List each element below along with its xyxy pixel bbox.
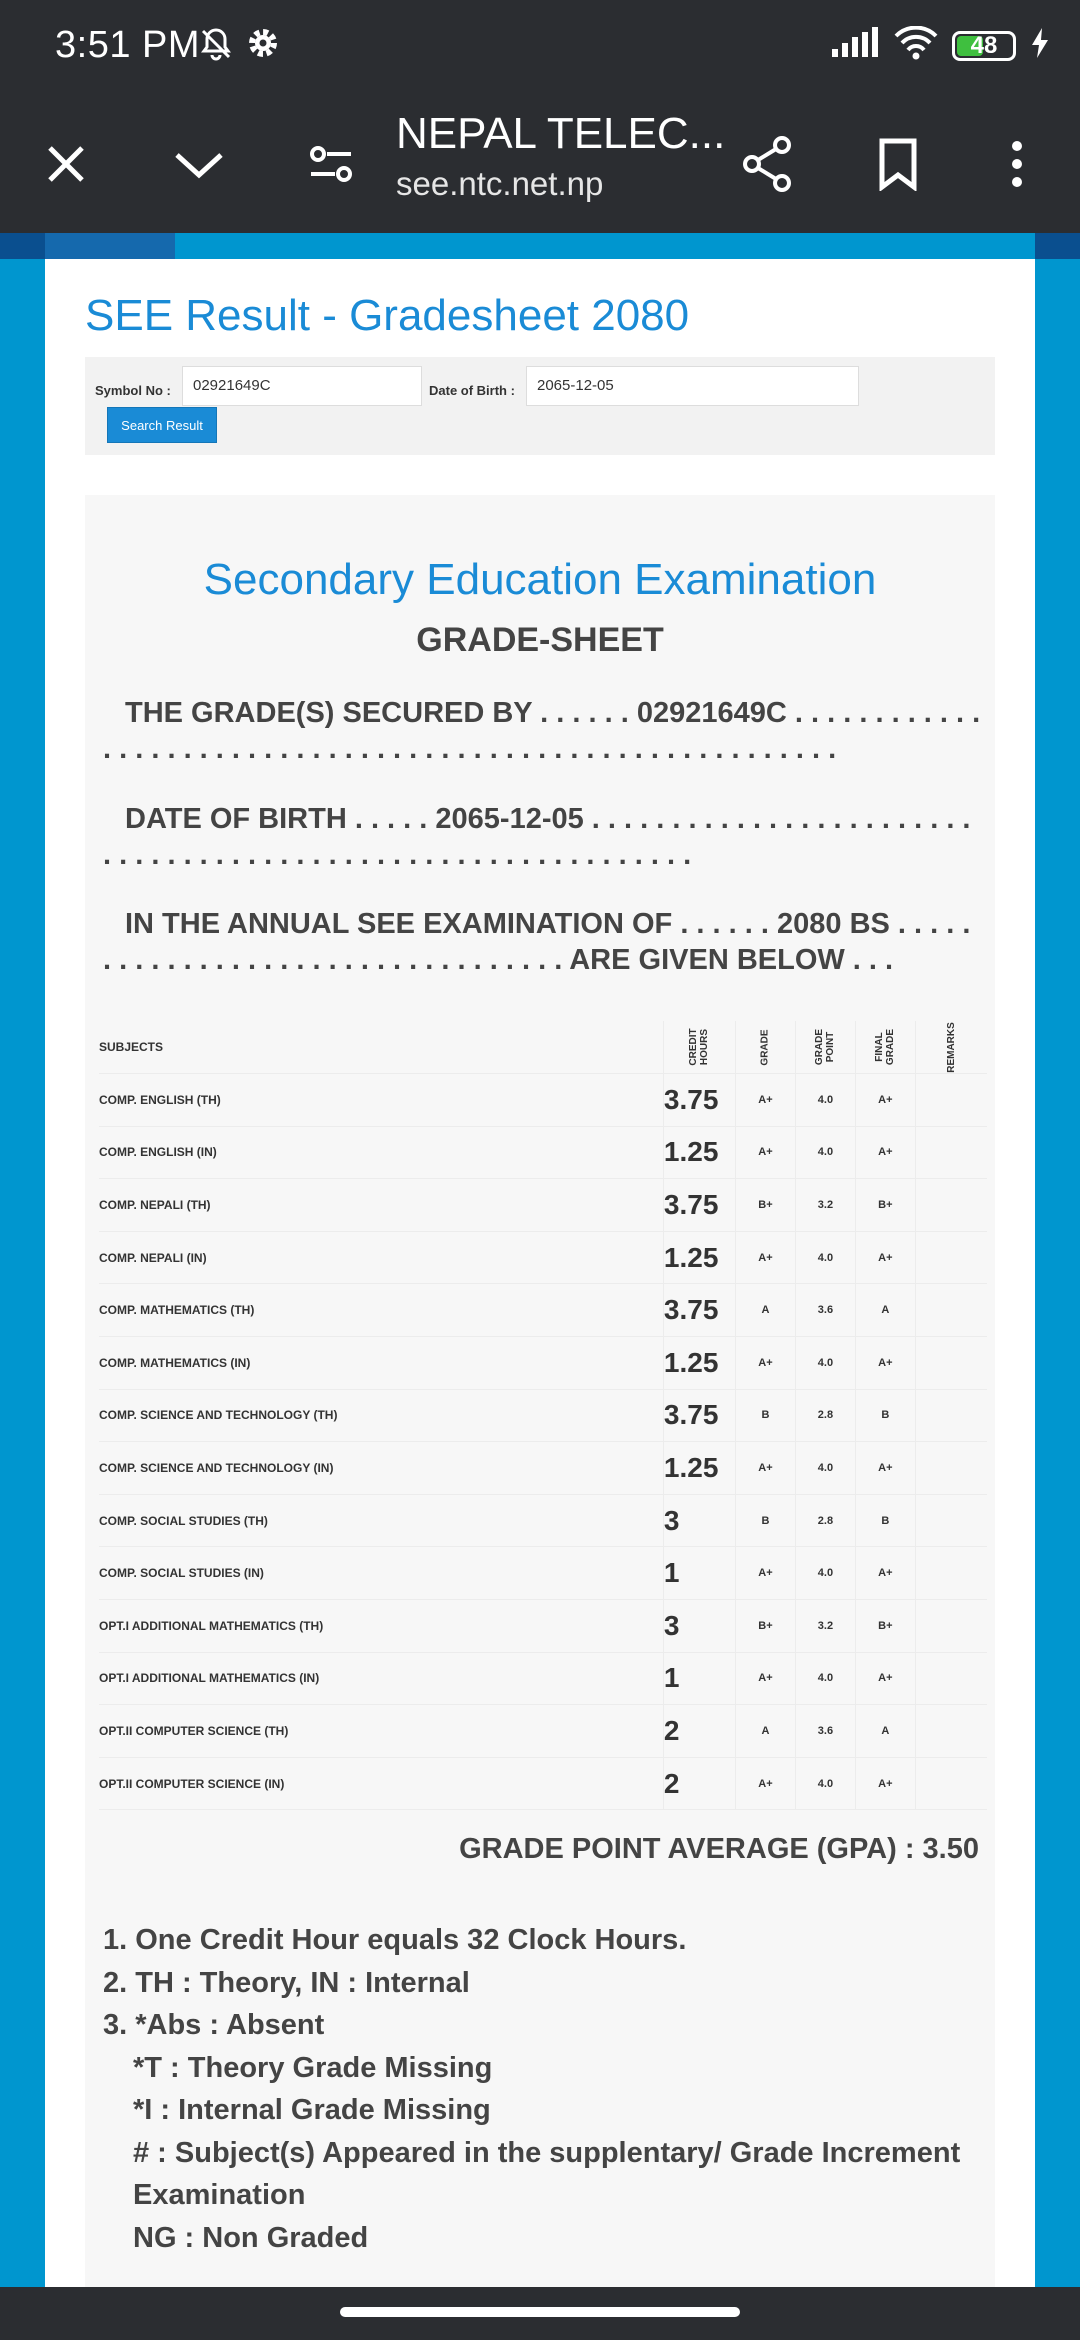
grade-point-cell: 4.0 [795,1336,855,1389]
credit-header-text: CREDIT HOURS [688,1028,711,1066]
credit-hours-cell: 1.25 [663,1231,735,1284]
credit-hours-cell: 3.75 [663,1179,735,1232]
wifi-icon [894,26,938,65]
remarks-cell [915,1757,987,1810]
credit-hours-cell: 2 [663,1705,735,1758]
final-grade-cell: A [855,1705,915,1758]
col-grade-point [795,1021,855,1074]
share-icon[interactable] [728,125,806,203]
final-grade-cell: B+ [855,1599,915,1652]
table-row [99,1126,987,1179]
gpa-text: GRADE POINT AVERAGE (GPA) : 3.50 [459,1833,979,1865]
exam-year-line [103,906,983,978]
settings-icon [246,26,280,67]
col-credit-hours [663,1021,735,1074]
grade-cell: A [736,1284,796,1337]
table-row [99,1231,987,1284]
table-row [99,1336,987,1389]
table-row [99,1547,987,1600]
dob-line [103,801,983,873]
credit-hours-cell: 3.75 [663,1074,735,1127]
note-item: 2. TH : Theory, IN : Internal [103,1966,470,1999]
grade-cell: A+ [736,1547,796,1600]
grade-point-cell: 2.8 [795,1494,855,1547]
battery-icon [952,31,1016,61]
note-item [103,2132,983,2217]
page-title: SEE Result - Gradesheet 2080 [85,291,690,340]
grade-point-cell: 4.0 [795,1126,855,1179]
note-text: # : Subject(s) Appeared in the supplentary/ Grade Increment Examination [133,2136,961,2211]
final-grade-cell: A+ [855,1074,915,1127]
remarks-cell [915,1547,987,1600]
final-grade-cell: B [855,1494,915,1547]
table-row [99,1705,987,1758]
credit-hours-cell: 1.25 [663,1442,735,1495]
table-row [99,1284,987,1337]
subject-cell: COMP. MATHEMATICS (IN) [99,1336,663,1389]
note-item: *I : Internal Grade Missing [133,2094,491,2126]
grade-point-cell: 4.0 [795,1442,855,1495]
remarks-cell [915,1494,987,1547]
tab-title: NEPAL TELEC... [396,109,726,158]
subject-cell: COMP. SCIENCE AND TECHNOLOGY (TH) [99,1389,663,1442]
charging-icon [1030,27,1050,64]
subject-cell: COMP. SOCIAL STUDIES (TH) [99,1494,663,1547]
secured-by-line [103,695,983,767]
credit-hours-cell: 1 [663,1547,735,1600]
dob-text: DATE OF BIRTH . . . . . 2065-12-05 . . . . . . . . . . . . . . . . . . . . . . . . . . . . . . . . . . . . . . . . . . . . . . . . . . . . . . . . . . . . . [103,803,971,871]
credit-hours-cell: 3.75 [663,1389,735,1442]
remarks-cell [915,1126,987,1179]
browser-toolbar [0,95,1080,233]
remarks-cell [915,1231,987,1284]
table-row [99,1599,987,1652]
grade-cell: B [736,1389,796,1442]
final-grade-cell: A+ [855,1126,915,1179]
signal-icon [830,27,880,64]
col-grade [736,1021,796,1074]
page-address[interactable] [396,109,726,203]
remarks-cell [915,1705,987,1758]
gradesheet-heading: GRADE-SHEET [416,621,664,659]
status-time: 3:51 PM [55,24,201,66]
subject-cell: COMP. ENGLISH (IN) [99,1126,663,1179]
grade-cell: A+ [736,1231,796,1284]
credit-hours-cell: 1.25 [663,1336,735,1389]
grade-point-cell: 3.6 [795,1705,855,1758]
mute-icon [198,26,234,67]
grade-point-cell: 4.0 [795,1231,855,1284]
subject-cell: COMP. NEPALI (IN) [99,1231,663,1284]
credit-hours-cell: 3 [663,1494,735,1547]
chevron-down-icon[interactable] [160,125,238,203]
grade-point-cell: 2.8 [795,1389,855,1442]
bookmark-icon[interactable] [859,125,937,203]
content-card [45,259,1035,2287]
grades-table [99,1021,987,1810]
final-grade-cell: A+ [855,1652,915,1705]
table-row [99,1074,987,1127]
grade-point-cell: 4.0 [795,1074,855,1127]
note-item: *T : Theory Grade Missing [133,2051,493,2084]
remarks-cell [915,1599,987,1652]
grade-point-cell: 4.0 [795,1757,855,1810]
home-gesture-bar[interactable] [340,2307,740,2317]
dob-input[interactable]: 2065-12-05 [526,366,859,406]
remarks-header-text: REMARKS [945,1021,957,1073]
url-text: see.ntc.net.np [396,165,604,202]
header-strip [0,233,1080,259]
remarks-cell [915,1652,987,1705]
table-row [99,1179,987,1232]
subject-cell: OPT.I ADDITIONAL MATHEMATICS (IN) [99,1652,663,1705]
note-item: 3. *Abs : Absent [103,2009,325,2041]
remarks-cell [915,1442,987,1495]
table-row [99,1442,987,1495]
grade-cell: A+ [736,1757,796,1810]
grade-point-cell: 3.2 [795,1599,855,1652]
table-row [99,1389,987,1442]
final-grade-cell: A+ [855,1757,915,1810]
col-subjects: SUBJECTS [99,1021,663,1074]
grade-sheet [85,495,995,2287]
battery-level: 48 [970,31,998,59]
remarks-cell [915,1284,987,1337]
subject-cell: COMP. MATHEMATICS (TH) [99,1284,663,1337]
grade-cell: A+ [736,1442,796,1495]
symbol-input[interactable]: 02921649C [182,366,422,406]
grade-point-cell: 4.0 [795,1547,855,1600]
subject-cell: OPT.II COMPUTER SCIENCE (IN) [99,1757,663,1810]
grade-cell: B+ [736,1599,796,1652]
remarks-cell [915,1336,987,1389]
grade-cell: B [736,1494,796,1547]
exam-year-text: IN THE ANNUAL SEE EXAMINATION OF . . . . . . 2080 BS . . . . . . . . . . . . . . . . . . . . . . . . . . . . . . . . . . ARE GIVEN BELOW . . . [103,908,971,976]
note-item: NG : Non Graded [133,2221,369,2254]
credit-hours-cell: 1.25 [663,1126,735,1179]
exam-heading: Secondary Education Examination [203,555,877,604]
grade-point-cell: 3.6 [795,1284,855,1337]
final-grade-cell: A+ [855,1547,915,1600]
table-row [99,1652,987,1705]
close-icon[interactable] [27,125,105,203]
grade-cell: A+ [736,1126,796,1179]
credit-hours-cell: 3 [663,1599,735,1652]
subject-cell: COMP. ENGLISH (TH) [99,1074,663,1127]
final-grade-cell: A+ [855,1231,915,1284]
table-header-row [99,1021,987,1074]
site-settings-icon[interactable] [292,125,370,203]
grade-point-cell: 4.0 [795,1652,855,1705]
grade-cell: A [736,1705,796,1758]
remarks-cell [915,1179,987,1232]
final-grade-cell: B+ [855,1179,915,1232]
col-remarks [915,1021,987,1074]
col-final-grade [855,1021,915,1074]
more-icon[interactable] [978,125,1056,203]
grade-cell: A+ [736,1074,796,1127]
dob-label: Date of Birth : [429,383,515,398]
subject-cell: COMP. SCIENCE AND TECHNOLOGY (IN) [99,1442,663,1495]
subject-cell: OPT.II COMPUTER SCIENCE (TH) [99,1705,663,1758]
grade-cell: A+ [736,1652,796,1705]
final-grade-cell: A [855,1284,915,1337]
grade-header-text: GRADE [759,1028,771,1066]
table-row [99,1757,987,1810]
note-item: 1. One Credit Hour equals 32 Clock Hours. [103,1924,687,1956]
table-row [99,1494,987,1547]
subject-cell: COMP. NEPALI (TH) [99,1179,663,1232]
grade-cell: A+ [736,1336,796,1389]
final-grade-cell: B [855,1389,915,1442]
remarks-cell [915,1389,987,1442]
symbol-label: Symbol No : [95,383,171,398]
search-result-button[interactable]: Search Result [107,407,217,443]
gp-header-text: GRADE POINT [814,1028,837,1066]
credit-hours-cell: 1 [663,1652,735,1705]
status-bar [0,0,1080,95]
final-header-text: FINAL GRADE [874,1028,897,1066]
credit-hours-cell: 3.75 [663,1284,735,1337]
final-grade-cell: A+ [855,1336,915,1389]
secured-by-text: THE GRADE(S) SECURED BY . . . . . . 02921649C . . . . . . . . . . . . . . . . . . . . . . . . . . . . . . . . . . . . . . . . . . . . . . . . . . . . . . . . . . [103,697,981,765]
subject-cell: COMP. SOCIAL STUDIES (IN) [99,1547,663,1600]
grade-point-cell: 3.2 [795,1179,855,1232]
subject-cell: OPT.I ADDITIONAL MATHEMATICS (TH) [99,1599,663,1652]
remarks-cell [915,1074,987,1127]
final-grade-cell: A+ [855,1442,915,1495]
notes [103,1919,983,2259]
grade-cell: B+ [736,1179,796,1232]
credit-hours-cell: 2 [663,1757,735,1810]
nav-bar [0,2287,1080,2340]
search-form [85,357,995,455]
